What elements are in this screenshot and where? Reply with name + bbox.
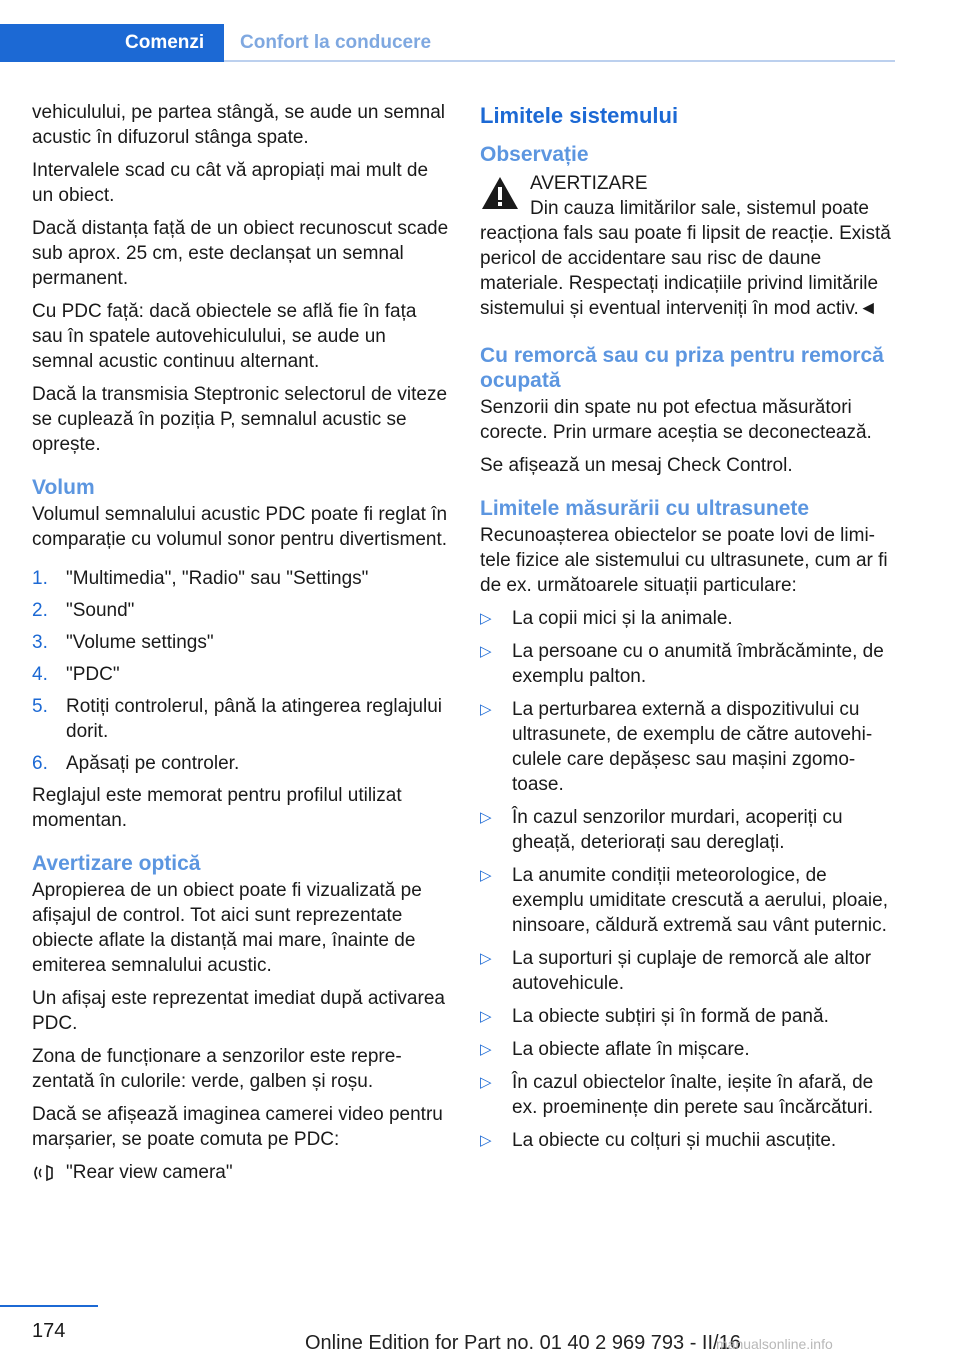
- steps-list: [32, 566, 450, 776]
- pdc-sensor-icon: [32, 1164, 54, 1182]
- step-text: Apăsați pe controler.: [66, 753, 240, 774]
- header-divider: [224, 60, 895, 62]
- list-item: [480, 1070, 898, 1120]
- bullet-triangle-icon: ▷: [480, 809, 492, 826]
- left-column: [32, 100, 450, 1185]
- step-text: "Volume settings": [66, 632, 214, 653]
- step-text: "PDC": [66, 664, 120, 685]
- list-item: [480, 639, 898, 689]
- section-heading-avertizare-optica: Avertizare optică: [32, 852, 201, 875]
- bullet-triangle-icon: ▷: [480, 610, 492, 627]
- rear-view-camera-label: "Rear view camera": [66, 1162, 233, 1183]
- list-item: [480, 1004, 898, 1029]
- list-item-text: În cazul obiectelor înalte, ieșite în afară, de ex. proeminențe din perete sau încărcături.: [512, 1072, 874, 1118]
- list-item-text: La obiecte cu colțuri și muchii ascuțite.: [512, 1130, 837, 1151]
- list-item: [32, 598, 450, 623]
- bullet-triangle-icon: ▷: [480, 1041, 492, 1058]
- chapter-tabs: [0, 24, 895, 62]
- list-item-text: În cazul senzorilor murdari, acoperiți cu gheață, deteriorați sau dereglați.: [512, 807, 843, 853]
- list-item: [32, 662, 450, 687]
- footer-rule: [0, 1305, 98, 1307]
- paragraph: Recunoașterea obiectelor se poate lovi de limitele fizice ale sistemului cu ultrasunete, cum ar fi de ex. următoarele situații particulare:: [480, 525, 888, 596]
- paragraph: Volumul semnalului acustic PDC poate fi reglat în comparație cu volumul sonor pentru divertisment.: [32, 504, 448, 550]
- edition-footer: Online Edition for Part no. 01 40 2 969 793 - II/16: [305, 1332, 741, 1354]
- rear-view-camera-row: [32, 1160, 450, 1185]
- list-item: [480, 946, 898, 996]
- paragraph: Se afișează un mesaj Check Control.: [480, 455, 793, 476]
- list-item-text: La copii mici și la animale.: [512, 608, 733, 629]
- warning-triangle-icon: [480, 175, 520, 211]
- list-item-text: La obiecte aflate în mișcare.: [512, 1039, 750, 1060]
- list-item-text: La persoane cu o anumită îmbrăcăminte, de exemplu palton.: [512, 641, 884, 687]
- paragraph: Dacă se afișează imaginea camerei video pentru marșarier, se poate comuta pe PDC:: [32, 1104, 443, 1150]
- tab-comenzi[interactable]: Comenzi: [0, 24, 224, 62]
- bullet-triangle-icon: ▷: [480, 701, 492, 718]
- list-item: [480, 1037, 898, 1062]
- tab-confort-la-conducere[interactable]: Confort la conducere: [240, 32, 432, 53]
- paragraph: Reglajul este memorat pentru profilul utilizat momentan.: [32, 785, 402, 831]
- bullet-triangle-icon: ▷: [480, 950, 492, 967]
- subheading-observatie: Observație: [480, 143, 589, 166]
- paragraph: Dacă la transmisia Steptronic selectorul de viteze se cuplează în poziția P, semnalul acustic se oprește.: [32, 384, 448, 455]
- limitations-list: [480, 606, 898, 1153]
- list-item-text: La suporturi și cuplaje de remorcă ale altor autovehicule.: [512, 948, 872, 994]
- list-item: [480, 805, 898, 855]
- page-number: 174: [32, 1320, 66, 1342]
- list-item: [32, 751, 450, 776]
- subheading-ultrasunete: Limitele măsurării cu ultrasunete: [480, 497, 810, 520]
- step-number: 4.: [32, 664, 48, 685]
- bullet-triangle-icon: ▷: [480, 1008, 492, 1025]
- step-number: 6.: [32, 753, 48, 774]
- warning-text: Din cauza limitărilor sale, sistemul poate reacționa fals sau poate fi lipsit de reacție. Există pericol de accidentare sau risc de daune materiale. Respectați indicațiile privind limitările sistemului și eventual interveniți în mod activ.◄: [480, 198, 891, 319]
- bullet-triangle-icon: ▷: [480, 867, 492, 884]
- list-item: [32, 694, 450, 744]
- list-item-text: La perturbarea externă a dispozitivului cu ultrasunete, de exemplu de către autovehiculele care depășesc sau mașini zgomotoase.: [512, 699, 873, 795]
- step-text: "Sound": [66, 600, 135, 621]
- list-item: [480, 697, 898, 797]
- paragraph: Apropierea de un obiect poate fi vizualizată pe afișajul de control. Tot aici sunt reprezentate obiecte aflate la distanță mai mare, înainte de emiterea semnalului acustic.: [32, 880, 422, 976]
- step-text: "Multimedia", "Radio" sau "Settings": [66, 568, 369, 589]
- paragraph: vehiculului, pe partea stângă, se aude un semnal acustic în difuzorul stânga spate.: [32, 102, 445, 148]
- paragraph: Un afișaj este reprezentat imediat după activarea PDC.: [32, 988, 445, 1034]
- list-item: [32, 566, 450, 591]
- step-number: 2.: [32, 600, 48, 621]
- list-item: [480, 1128, 898, 1153]
- paragraph: Senzorii din spate nu pot efectua măsurători corecte. Prin urmare aceștia se deconectează.: [480, 397, 872, 443]
- bullet-triangle-icon: ▷: [480, 1074, 492, 1091]
- paragraph: Zona de funcționare a senzorilor este reprezentată în culorile: verde, galben și roșu.: [32, 1046, 402, 1092]
- right-column: [480, 102, 898, 1161]
- list-item: [480, 863, 898, 938]
- list-item: [480, 606, 898, 631]
- bullet-triangle-icon: ▷: [480, 1132, 492, 1149]
- step-number: 3.: [32, 632, 48, 653]
- list-item-text: La obiecte subțiri și în formă de pană.: [512, 1006, 829, 1027]
- step-number: 5.: [32, 696, 48, 717]
- bullet-triangle-icon: ▷: [480, 643, 492, 660]
- paragraph: Dacă distanța față de un obiect recunoscut scade sub aprox. 25 cm, este declanșat un semnal permanent.: [32, 218, 449, 289]
- section-heading-volum: Volum: [32, 476, 95, 499]
- subheading-remorca: Cu remorcă sau cu priza pentru remorcă ocupată: [480, 344, 884, 392]
- step-text: Rotiți controlerul, până la atingerea reglajului dorit.: [66, 696, 443, 742]
- warning-block: [480, 171, 898, 321]
- paragraph: Intervalele scad cu cât vă apropiați mai mult de un obiect.: [32, 160, 429, 206]
- step-number: 1.: [32, 568, 48, 589]
- warning-title: AVERTIZARE: [530, 173, 648, 194]
- list-item: [32, 630, 450, 655]
- watermark: manualsonline.info: [716, 1336, 833, 1352]
- section-heading-limitele-sistemului: Limitele sistemului: [480, 103, 679, 128]
- list-item-text: La anumite condiții meteorologice, de exemplu umiditate crescută a aerului, ploaie, ninsoare, căldură extremă sau vânt puternic.: [512, 865, 888, 936]
- paragraph: Cu PDC față: dacă obiectele se află fie în fața sau în spatele autovehiculului, se aude un semnal acustic continuu alternant.: [32, 301, 417, 372]
